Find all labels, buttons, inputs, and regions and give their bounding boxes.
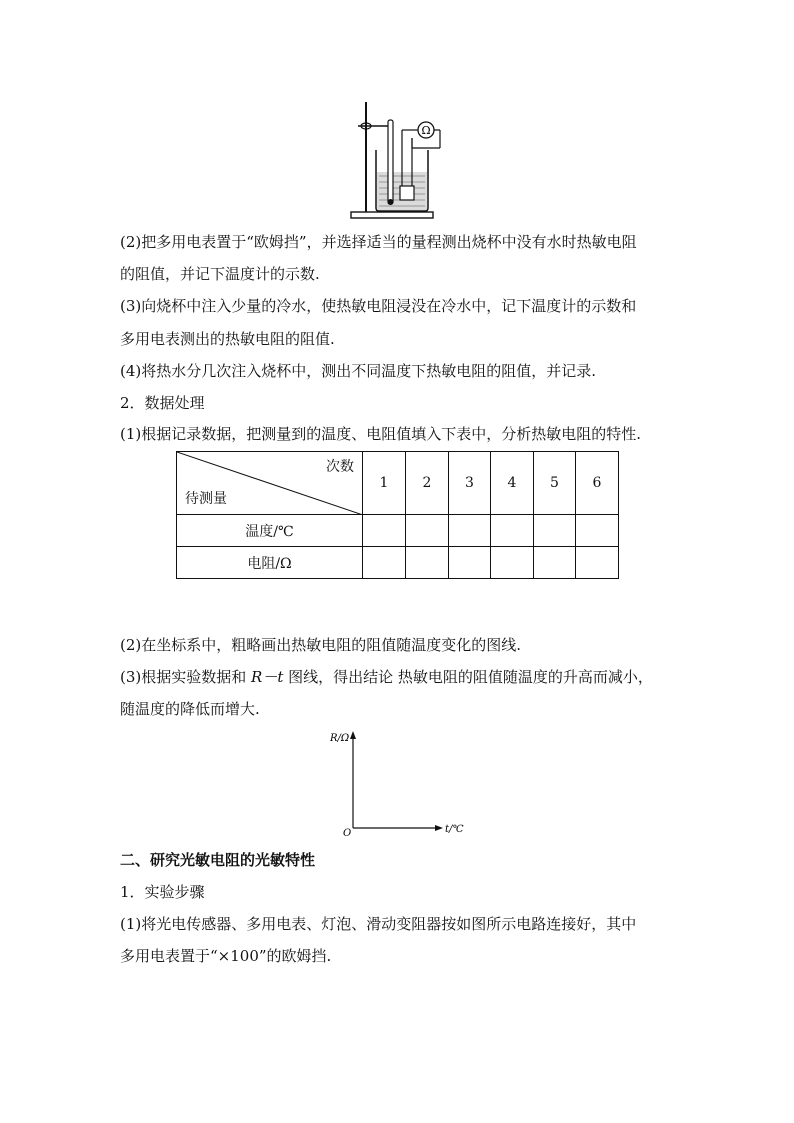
- table-header-row: [177, 452, 619, 515]
- data-step-3-prefix: (3)根据实验数据和: [120, 668, 252, 686]
- step-3-line1: (3)向烧杯中注入少量的冷水，使热敏电阻浸没在冷水中，记下温度计的示数和: [120, 297, 637, 315]
- y-axis-label: R/Ω: [330, 733, 350, 744]
- column-header: 3: [449, 452, 491, 515]
- step-2-line1: (2)把多用电表置于“欧姆挡”，并选择适当的量程测出烧杯中没有水时热敏电阻: [120, 233, 637, 251]
- step-3-line2: 多用电表测出的热敏电阻的阻值.: [120, 330, 335, 348]
- exp-step-1-line1: (1)将光电传感器、多用电表、灯泡、滑动变阻器按如图所示电路连接好，其中: [120, 915, 637, 933]
- stand-base: [351, 212, 433, 218]
- table-cell: [406, 547, 449, 579]
- column-header: 4: [491, 452, 534, 515]
- table-cell: [363, 515, 406, 547]
- x-axis-label: t/℃: [445, 824, 464, 835]
- header-count-label: 次数: [326, 459, 354, 475]
- section-data-processing: 2．数据处理: [120, 394, 205, 412]
- table-cell: [363, 547, 406, 579]
- table-cell: [491, 515, 534, 547]
- column-header: 6: [576, 452, 619, 515]
- thermometer: [388, 120, 393, 204]
- data-step-3-suffix: 图线，得出结论 热敏电阻的阻值随温度的升高而减小，: [283, 668, 653, 686]
- data-step-2-line: (2)在坐标系中，粗略画出热敏电阻的阻值随温度变化的图线.: [120, 636, 522, 654]
- table-diagonal-header: [177, 452, 363, 515]
- thermistor: [400, 186, 414, 200]
- column-header: 2: [406, 452, 449, 515]
- exp-step-1-line2: 多用电表置于“×100”的欧姆挡.: [120, 947, 332, 965]
- table-cell: [449, 515, 491, 547]
- y-axis-arrow: [350, 731, 356, 739]
- table-cell: [576, 547, 619, 579]
- row-label-temperature: 温度/℃: [177, 515, 363, 547]
- measurement-table: [176, 451, 619, 579]
- x-axis-arrow: [435, 825, 443, 831]
- data-step-1-line: (1)根据记录数据，把测量到的温度、电阻值填入下表中，分析热敏电阻的特性.: [120, 425, 642, 443]
- table-cell: [406, 515, 449, 547]
- r-t-variable: R－t: [251, 668, 284, 686]
- table-cell: [534, 515, 576, 547]
- step-4-line: (4)将热水分几次注入烧杯中，测出不同温度下热敏电阻的阻值，并记录.: [120, 362, 597, 380]
- data-step-3-line1: [120, 667, 680, 687]
- origin-label: O: [343, 828, 352, 838]
- table-cell: [491, 547, 534, 579]
- ohmmeter-symbol: Ω: [421, 124, 431, 137]
- table-cell: [534, 547, 576, 579]
- table-row: [177, 547, 619, 579]
- row-label-resistance: 电阻/Ω: [177, 547, 363, 579]
- data-step-3-line2: 随温度的降低而增大.: [120, 700, 260, 718]
- r-t-axes-figure: [325, 728, 475, 838]
- table-cell: [449, 547, 491, 579]
- column-header: 1: [363, 452, 406, 515]
- section-experiment-steps: 1．实验步骤: [120, 883, 205, 901]
- section-2-heading: 二、研究光敏电阻的光敏特性: [120, 851, 316, 869]
- column-header: 5: [534, 452, 576, 515]
- beaker-apparatus-figure: [346, 98, 446, 222]
- step-2-line2: 的阻值，并记下温度计的示数.: [120, 265, 320, 283]
- header-quantity-label: 待测量: [185, 491, 227, 507]
- table-cell: [576, 515, 619, 547]
- table-row: [177, 515, 619, 547]
